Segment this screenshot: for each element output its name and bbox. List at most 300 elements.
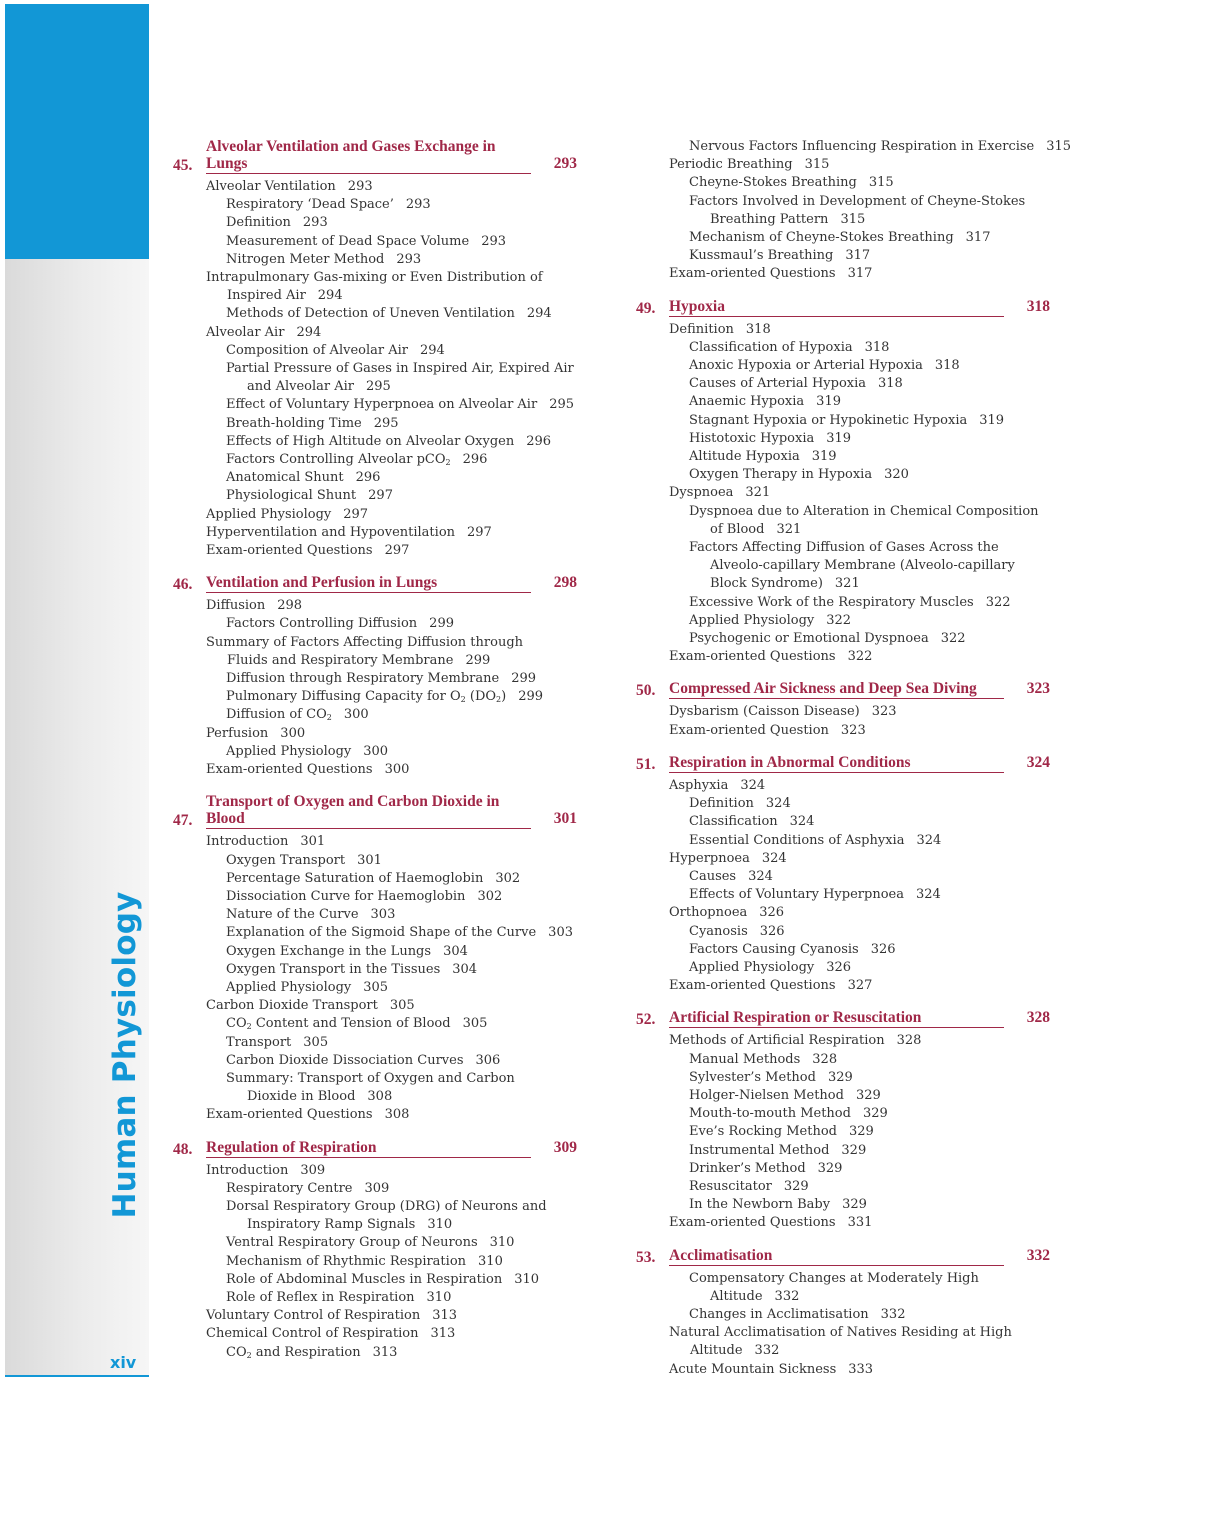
entry-page: 310	[514, 1271, 540, 1287]
chapter-heading[interactable]	[636, 754, 1056, 773]
entry-title: Essential Conditions of Asphyxia	[689, 832, 905, 848]
entry-title: Excessive Work of the Respiratory Muscles	[689, 594, 974, 610]
toc-entry[interactable]	[636, 1069, 1056, 1087]
chapter-title: Hypoxia	[669, 298, 1004, 317]
chapter-title: Acclimatisation	[669, 1247, 1004, 1266]
chapter-heading[interactable]	[636, 1009, 1056, 1028]
chapter-page: 328	[1026, 1009, 1050, 1027]
toc-entry[interactable]	[173, 542, 583, 560]
entry-title: Effect of Voluntary Hyperpnoea on Alveolar Air	[226, 397, 538, 413]
entry-page: 297	[467, 524, 492, 540]
entry-page: 329	[848, 1124, 874, 1140]
entry-page: 310	[489, 1235, 515, 1251]
toc-entry[interactable]	[636, 430, 1056, 448]
entry-title: Nature of the Curve	[226, 907, 359, 923]
entry-page: 313	[430, 1326, 456, 1342]
entry-title: Instrumental Method	[689, 1142, 830, 1158]
toc-entry[interactable]	[173, 597, 583, 615]
entry-page: 324	[740, 777, 766, 793]
toc-chapter	[636, 298, 1056, 667]
toc-entry[interactable]	[173, 1234, 583, 1252]
toc-entry[interactable]	[173, 396, 583, 414]
toc-entry[interactable]	[173, 269, 583, 305]
toc-entry[interactable]	[636, 630, 1056, 648]
toc-entry[interactable]	[636, 1123, 1056, 1141]
toc-entry[interactable]	[636, 484, 1056, 502]
entry-page: 318	[864, 339, 890, 355]
entry-title: Factors Causing Cyanosis	[689, 941, 859, 957]
entry-title: Transport	[226, 1034, 292, 1050]
toc-entry[interactable]	[636, 1087, 1056, 1105]
toc-entry[interactable]	[636, 321, 1056, 339]
entry-title: Role of Abdominal Muscles in Respiration	[226, 1271, 503, 1287]
toc-entry[interactable]	[173, 506, 583, 524]
entry-title-continuation: Fluids and Respiratory Membrane 299	[227, 652, 491, 668]
toc-entry[interactable]	[636, 1214, 1056, 1232]
chapter-title: Transport of Oxygen and Carbon Dioxide in Blood	[206, 793, 531, 829]
toc-entry[interactable]	[636, 229, 1056, 247]
entry-page: 315	[1046, 139, 1072, 154]
toc-entry[interactable]	[173, 979, 583, 997]
entry-page: 300	[384, 762, 410, 778]
entry-page: 301	[357, 852, 382, 868]
entry-page: 322	[826, 612, 852, 628]
toc-entry[interactable]	[636, 777, 1056, 795]
toc-entry[interactable]	[636, 977, 1056, 995]
toc-entry[interactable]	[173, 233, 583, 251]
entry-page: 294	[317, 288, 343, 304]
toc-entry[interactable]	[636, 539, 1056, 594]
chapter-heading[interactable]	[636, 298, 1056, 317]
toc-entry[interactable]	[173, 1162, 583, 1180]
toc-entry[interactable]	[173, 1253, 583, 1271]
entry-page: 305	[363, 979, 389, 995]
toc-entry[interactable]	[173, 214, 583, 232]
toc-chapter	[636, 1009, 1056, 1232]
chapter-page: 323	[1026, 680, 1050, 698]
toc-entry[interactable]	[636, 868, 1056, 886]
entry-title: Exam-oriented Questions	[669, 978, 836, 994]
entry-title: Partial Pressure of Gases in Inspired Air, Expired Air	[226, 361, 574, 377]
entry-title: Anoxic Hypoxia or Arterial Hypoxia	[689, 358, 923, 374]
entry-title: Manual Methods	[689, 1051, 801, 1067]
entry-title: Natural Acclimatisation of Natives Residing at High	[669, 1325, 1012, 1341]
entry-title: Breath-holding Time	[226, 415, 362, 431]
entry-page: 321	[834, 576, 860, 592]
entry-page: 300	[343, 707, 369, 723]
entry-title: Sylvester’s Method	[689, 1069, 816, 1085]
toc-entry[interactable]	[636, 648, 1056, 666]
toc-entry[interactable]	[173, 706, 583, 724]
toc-entry[interactable]	[173, 906, 583, 924]
entry-title-continuation: Altitude 332	[710, 1288, 800, 1304]
entry-title: Summary: Transport of Oxygen and Carbon	[226, 1070, 515, 1086]
entry-page: 297	[343, 506, 369, 522]
toc-entry[interactable]	[173, 1289, 583, 1307]
entry-page: 306	[475, 1052, 501, 1068]
entry-page: 304	[452, 961, 478, 977]
entry-page: 310	[478, 1253, 503, 1269]
toc-entry[interactable]	[636, 795, 1056, 813]
entry-page: 302	[477, 888, 503, 904]
entry-page: 309	[364, 1180, 390, 1196]
toc-entry[interactable]	[173, 1198, 583, 1234]
entry-title: Exam-oriented Questions	[206, 543, 373, 559]
toc-entry[interactable]	[173, 725, 583, 743]
entry-page: 294	[526, 306, 552, 322]
entry-page: 319	[811, 449, 837, 465]
toc-entry[interactable]	[636, 339, 1056, 357]
entry-page: 320	[884, 467, 909, 483]
entry-page: 293	[347, 179, 373, 194]
entry-title: Chemical Control of Respiration	[206, 1326, 419, 1342]
entry-title: Diffusion through Respiratory Membrane	[226, 671, 500, 687]
entry-title: Exam-oriented Questions	[206, 1107, 373, 1123]
entry-title: Definition	[226, 215, 291, 231]
toc-entry[interactable]	[173, 1106, 583, 1124]
entry-title: Methods of Artificial Respiration	[669, 1033, 885, 1049]
entry-title: Mechanism of Cheyne-Stokes Breathing	[689, 230, 954, 246]
entry-title: Effects of High Altitude on Alveolar Oxygen	[226, 433, 515, 449]
entry-page: 313	[432, 1308, 458, 1324]
toc-entry[interactable]	[173, 852, 583, 870]
chapter-heading[interactable]	[636, 1247, 1056, 1266]
chapter-page: 332	[1026, 1246, 1050, 1264]
entry-title: Factors Involved in Development of Cheyne-Stokes	[689, 193, 1026, 209]
entry-title: Compensatory Changes at Moderately High	[689, 1270, 979, 1286]
entry-page: 302	[495, 870, 521, 886]
entry-title-continuation: Alveolo-capillary Membrane (Alveolo-capillary	[710, 558, 1015, 574]
entry-title: Classification of Hypoxia	[689, 339, 853, 355]
toc-entry[interactable]	[636, 1196, 1056, 1214]
toc-entry[interactable]	[173, 487, 583, 505]
entry-page: 315	[804, 157, 830, 173]
entry-title: Eve’s Rocking Method	[689, 1124, 837, 1140]
entry-title: Exam-oriented Questions	[669, 649, 836, 665]
toc-entry[interactable]	[636, 1160, 1056, 1178]
toc-entry[interactable]	[636, 193, 1056, 229]
entry-title: Holger-Nielsen Method	[689, 1087, 844, 1103]
toc-entry[interactable]	[636, 466, 1056, 484]
entry-title: Factors Affecting Diffusion of Gases Across the	[689, 540, 999, 556]
entry-page: 329	[841, 1142, 867, 1158]
entry-title: Introduction	[206, 1162, 289, 1178]
chapter-heading[interactable]	[636, 680, 1056, 699]
entry-title: Applied Physiology	[226, 979, 352, 995]
toc-entry[interactable]	[173, 305, 583, 323]
toc-entry[interactable]	[636, 1270, 1056, 1306]
toc-entry[interactable]	[173, 469, 583, 487]
entry-title: Dyspnoea due to Alteration in Chemical Composition	[689, 503, 1039, 519]
toc-chapter	[173, 138, 583, 560]
entry-title: Causes of Arterial Hypoxia	[689, 376, 867, 392]
toc-entry[interactable]	[173, 1271, 583, 1289]
chapter-title: Alveolar Ventilation and Gases Exchange in Lungs	[206, 138, 531, 174]
toc-entry[interactable]	[173, 415, 583, 433]
entry-title: Anaemic Hypoxia	[689, 394, 805, 410]
entry-title: In the Newborn Baby	[689, 1197, 831, 1213]
entry-title: Dyspnoea	[669, 485, 734, 501]
toc-entry[interactable]	[173, 634, 583, 670]
entry-page: 329	[842, 1197, 867, 1213]
toc-entry[interactable]	[636, 923, 1056, 941]
entry-title: Drinker’s Method	[689, 1160, 806, 1176]
entry-page: 299	[465, 652, 491, 668]
entry-page: 295	[373, 415, 399, 431]
toc-entry[interactable]	[636, 1051, 1056, 1069]
toc-entry[interactable]	[636, 503, 1056, 539]
toc-entry[interactable]	[636, 904, 1056, 922]
entry-page: 296	[462, 452, 488, 468]
entry-title-continuation: Altitude 332	[690, 1343, 780, 1359]
entry-title: Nitrogen Meter Method	[226, 251, 385, 267]
toc-entry[interactable]	[636, 1361, 1056, 1379]
toc-entry[interactable]	[636, 247, 1056, 265]
chapter-number: 48.	[173, 1140, 193, 1158]
entry-page: 333	[848, 1361, 874, 1377]
toc-entry[interactable]	[636, 1306, 1056, 1324]
toc-entry[interactable]	[173, 360, 583, 396]
entry-title: Exam-oriented Questions	[206, 762, 373, 778]
entry-title: Voluntary Control of Respiration	[206, 1308, 421, 1324]
chapter-number: 47.	[173, 812, 193, 830]
toc-entry[interactable]	[173, 451, 583, 469]
entry-page: 324	[765, 796, 791, 812]
toc-entry[interactable]	[173, 743, 583, 761]
chapter-page: 301	[553, 810, 577, 828]
toc-entry[interactable]	[173, 670, 583, 688]
chapter-number: 52.	[636, 1011, 656, 1029]
entry-page: 322	[985, 594, 1011, 610]
chapter-heading[interactable]	[173, 574, 583, 593]
entry-title: Cheyne-Stokes Breathing	[689, 175, 857, 191]
toc-entry[interactable]	[636, 612, 1056, 630]
entry-title: Nervous Factors Influencing Respiration in Exercise	[689, 139, 1035, 154]
entry-title: Mechanism of Rhythmic Respiration	[226, 1253, 467, 1269]
entry-title: $CO_2$ and Respiration	[226, 1344, 361, 1360]
entry-page: 300	[363, 743, 389, 759]
entry-page: 331	[847, 1215, 873, 1231]
toc-entry[interactable]	[173, 1307, 583, 1325]
toc-chapter	[636, 754, 1056, 995]
entry-page: 321	[776, 521, 802, 537]
toc-entry[interactable]	[636, 722, 1056, 740]
toc-entry[interactable]	[636, 1032, 1056, 1050]
entry-title: Alveolar Ventilation	[206, 179, 336, 194]
toc-entry[interactable]	[636, 886, 1056, 904]
chapter-page: 293	[553, 155, 577, 172]
entry-page: 318	[745, 321, 771, 337]
toc-entry[interactable]	[636, 448, 1056, 466]
entry-page: 303	[370, 907, 396, 923]
entry-title: Methods of Detection of Uneven Ventilation	[226, 306, 515, 322]
toc-chapter	[173, 574, 583, 779]
entry-title-continuation: of Blood 321	[710, 521, 802, 537]
toc-entry[interactable]	[636, 174, 1056, 192]
toc-entry[interactable]	[636, 594, 1056, 612]
entry-title: Oxygen Transport	[226, 852, 346, 868]
toc-entry[interactable]	[173, 833, 583, 851]
toc-entry[interactable]	[636, 412, 1056, 430]
entry-title: Histotoxic Hypoxia	[689, 430, 815, 446]
entry-page: 332	[774, 1288, 800, 1304]
toc-entry[interactable]	[173, 251, 583, 269]
toc-chapter	[636, 680, 1056, 739]
entry-title: Oxygen Therapy in Hypoxia	[689, 467, 873, 483]
entry-page: 297	[368, 488, 393, 504]
entry-title: Exam-oriented Question	[669, 722, 829, 738]
entry-title: Dissociation Curve for Haemoglobin	[226, 888, 466, 904]
entry-title: Causes	[689, 868, 737, 884]
toc-entry[interactable]	[173, 997, 583, 1015]
entry-title: Role of Reflex in Respiration	[226, 1289, 415, 1305]
entry-title-continuation: and Alveolar Air 295	[247, 379, 391, 395]
entry-title: Diffusion of $CO_2$	[226, 707, 332, 723]
toc-chapter	[636, 138, 1072, 284]
toc-entry[interactable]	[173, 196, 583, 214]
entry-title: Definition	[689, 796, 754, 812]
toc-entry[interactable]	[173, 943, 583, 961]
toc-entry[interactable]	[636, 832, 1056, 850]
sidebar-rule	[5, 1375, 149, 1377]
chapter-number: 53.	[636, 1248, 656, 1266]
entry-title: Oxygen Exchange in the Lungs	[226, 943, 432, 959]
entry-page: 326	[759, 923, 785, 939]
entry-title: Respiratory Centre	[226, 1180, 353, 1196]
toc-entry[interactable]	[173, 1052, 583, 1070]
entry-title: Perfusion	[206, 725, 269, 741]
chapter-page: 298	[553, 574, 577, 592]
entry-page: 324	[748, 868, 773, 884]
toc-entry[interactable]	[173, 324, 583, 342]
entry-page: 294	[420, 342, 445, 358]
toc-entry[interactable]	[173, 1180, 583, 1198]
toc-entry[interactable]	[173, 178, 583, 196]
entry-title: Exam-oriented Questions	[669, 266, 836, 282]
entry-page: 321	[745, 485, 771, 501]
toc-entry[interactable]	[173, 888, 583, 906]
entry-page: 322	[940, 631, 966, 647]
entry-title: Altitude Hypoxia	[689, 449, 800, 465]
entry-page: 332	[880, 1306, 906, 1322]
toc-entry[interactable]	[636, 156, 1056, 174]
entry-page: 308	[367, 1089, 393, 1105]
entry-title-continuation: Inspiratory Ramp Signals 310	[247, 1217, 453, 1233]
toc-entry[interactable]	[636, 959, 1056, 977]
entry-title: Classification	[689, 814, 778, 830]
toc-entry[interactable]	[173, 1070, 583, 1106]
entry-page: 301	[300, 834, 326, 850]
toc-entry[interactable]	[636, 357, 1056, 375]
toc-entry[interactable]	[636, 393, 1056, 411]
chapter-number: 51.	[636, 755, 656, 773]
entry-page: 332	[754, 1343, 780, 1359]
entry-page: 308	[384, 1107, 410, 1123]
entry-title: Exam-oriented Questions	[669, 1215, 836, 1231]
entry-title: Changes in Acclimatisation	[689, 1306, 869, 1322]
chapter-page: 318	[1026, 297, 1050, 315]
entry-title: Acute Mountain Sickness	[669, 1361, 837, 1377]
entry-page: 323	[840, 722, 866, 738]
toc-entry[interactable]	[636, 941, 1056, 959]
sidebar-blue-block	[5, 4, 149, 259]
toc-entry[interactable]	[636, 375, 1056, 393]
toc-entry[interactable]	[636, 813, 1056, 831]
entry-page: 293	[481, 233, 507, 249]
entry-title: Psychogenic or Emotional Dyspnoea	[689, 631, 929, 647]
toc-entry[interactable]	[173, 870, 583, 888]
toc-entry[interactable]	[173, 1325, 583, 1343]
toc-entry[interactable]	[173, 615, 583, 633]
chapter-page: 309	[553, 1138, 577, 1156]
toc-entry[interactable]	[173, 761, 583, 779]
toc-entry[interactable]	[636, 1324, 1056, 1360]
chapter-heading[interactable]	[173, 793, 583, 829]
toc-entry[interactable]	[636, 1142, 1056, 1160]
toc-entry[interactable]	[173, 342, 583, 360]
entry-title-continuation: Block Syndrome) 321	[710, 576, 860, 592]
toc-entry[interactable]	[636, 703, 1056, 721]
entry-title: Anatomical Shunt	[226, 470, 344, 486]
entry-page: 327	[847, 978, 873, 994]
entry-page: 329	[862, 1106, 888, 1122]
entry-page: 319	[816, 394, 841, 410]
entry-title: Ventral Respiratory Group of Neurons	[226, 1235, 478, 1251]
entry-title: Orthopnoea	[669, 905, 748, 921]
entry-page: 329	[855, 1087, 881, 1103]
entry-title: Kussmaul’s Breathing	[689, 248, 834, 264]
toc-entry[interactable]	[173, 961, 583, 979]
toc-entry[interactable]	[173, 433, 583, 451]
entry-page: 326	[826, 959, 852, 975]
entry-title: Carbon Dioxide Transport	[206, 998, 378, 1014]
entry-page: 329	[827, 1069, 853, 1085]
chapter-title: Ventilation and Perfusion in Lungs	[206, 574, 531, 593]
toc-entry[interactable]	[173, 1034, 583, 1052]
entry-title: Asphyxia	[669, 777, 729, 793]
toc-entry[interactable]	[173, 1015, 583, 1033]
entry-page: 315	[868, 175, 894, 191]
entry-title: Hyperventilation and Hypoventilation	[206, 524, 456, 540]
entry-page: 313	[372, 1344, 398, 1360]
chapter-heading[interactable]	[173, 1139, 583, 1158]
entry-title: Diffusion	[206, 598, 266, 614]
entry-title: Effects of Voluntary Hyperpnoea	[689, 887, 904, 903]
toc-entry[interactable]	[173, 924, 583, 942]
chapter-number: 46.	[173, 576, 193, 594]
entry-title: Applied Physiology	[689, 612, 815, 628]
chapter-title: Artificial Respiration or Resuscitation	[669, 1009, 1004, 1028]
entry-page: 324	[916, 832, 942, 848]
book-title: Human Physiology	[107, 891, 143, 1219]
entry-title: Summary of Factors Affecting Diffusion through	[206, 634, 524, 650]
toc-entry[interactable]	[636, 138, 1072, 156]
toc-entry[interactable]	[173, 688, 583, 706]
entry-page: 317	[845, 248, 871, 264]
entry-page: 318	[934, 358, 960, 374]
toc-entry[interactable]	[636, 1105, 1056, 1123]
toc-entry[interactable]	[636, 265, 1056, 283]
entry-page: 319	[979, 412, 1005, 428]
entry-page: 304	[443, 943, 468, 959]
toc-entry[interactable]	[636, 850, 1056, 868]
toc-entry[interactable]	[636, 1178, 1056, 1196]
chapter-heading[interactable]	[173, 138, 583, 174]
toc-entry[interactable]	[173, 524, 583, 542]
toc-chapter	[173, 1139, 583, 1362]
toc-entry[interactable]	[173, 1344, 583, 1362]
chapter-page: 324	[1026, 753, 1050, 771]
